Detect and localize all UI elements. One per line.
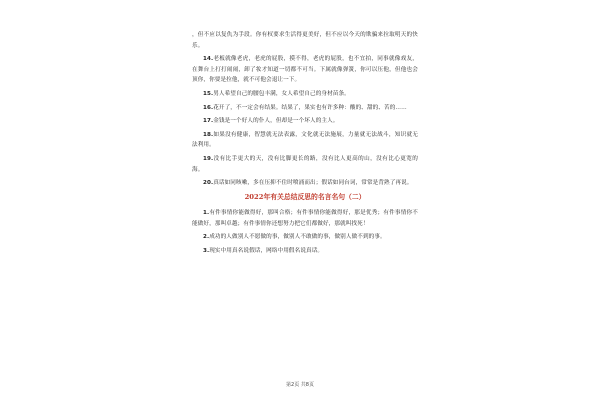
quote-18 — [192, 130, 418, 151]
quote-text: 真话如同咳嗽，多在压抑不住时喷涌而出；假话如同台词，常常是背熟了再说。 — [213, 180, 413, 187]
intro-paragraph: ，但不应以复仇为手段。你有权要求生活得更美好，但不应以今天的欺骗来拉取明天的快乐。 — [192, 32, 418, 49]
quote-text: 金钱是一个好人的仆人，但却是一个坏人的主人。 — [213, 118, 339, 125]
section-title: 2022年有关总结反思的名言名句（二） — [244, 193, 366, 201]
quote-number: 1. — [203, 210, 210, 216]
page-footer: 第2页 共8页 — [286, 382, 314, 388]
quote-text: 如果没有健康，智慧就无法表露，文化就无法施展，力量就无法战斗，知识就无法利用。 — [192, 131, 418, 149]
quote-number: 15. — [203, 90, 214, 97]
quote-text: 有件事情你能做得好，那叫合格；有件事情你能做得好，那是优秀；有件事情你不能做好，那叫卓越；有件事情你还想努力把它们都做好，那就叫找死！ — [192, 210, 418, 227]
section-quote-2 — [192, 232, 418, 243]
quote-number: 17. — [203, 118, 214, 125]
section-quote-3 — [192, 246, 418, 257]
quote-text: 男人希望自己的腰包丰满，女人希望自己的身材苗条。 — [213, 90, 350, 97]
quote-15 — [192, 89, 418, 100]
document-content — [192, 30, 418, 260]
quote-text: 成功的人做别人不愿做的事，做别人不敢做的事，做别人做不到的事。 — [209, 234, 386, 241]
quote-16 — [192, 103, 418, 114]
section-quote-1 — [192, 208, 418, 229]
quote-text: 花开了，不一定会有结果。结果了，果实也有许多种：酸的、甜的、苦的…… — [213, 104, 407, 111]
quote-19 — [192, 154, 418, 175]
quote-number: 3. — [203, 247, 210, 254]
quote-number: 2. — [203, 234, 210, 241]
quote-17 — [192, 116, 418, 127]
quote-20 — [192, 178, 418, 189]
quote-14 — [192, 54, 418, 86]
quote-text: 现实中用真名说假话，网络中用假名说真话。 — [209, 247, 324, 254]
quote-number: 20. — [203, 180, 214, 187]
quote-number: 16. — [203, 104, 214, 111]
quote-number: 19. — [203, 156, 214, 163]
quote-number: 14. — [203, 56, 214, 63]
quote-text: 没有比手更大的天，没有比脚更长的路，没有比人更高的山，没有比心更宽的海。 — [192, 156, 418, 173]
quote-number: 18. — [203, 131, 214, 138]
quote-text: 老板就像老虎，老虎的屁股，摸不得，老虎的屁股，也不宜拍，同事就像戏友，在舞台上打打闹闹，卸了妆才知道一切都不可当。下属就像弹簧，你可以压他，但他也会顶你，你要是拉他，就不可他会退让一下。 — [192, 56, 418, 84]
